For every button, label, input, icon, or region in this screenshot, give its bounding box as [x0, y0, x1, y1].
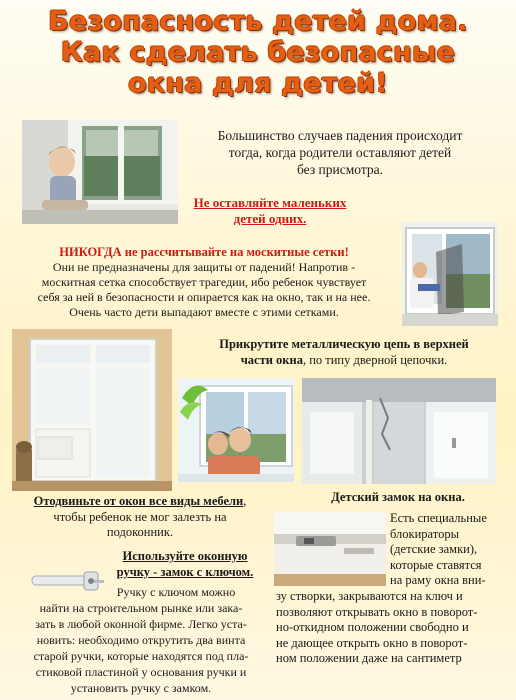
child-lock-full-line-2: позволяют открывать окно в поворот- — [276, 604, 478, 619]
handle-text — [8, 584, 274, 696]
child-lock-right-line-5: на раму окна вни- — [390, 573, 486, 587]
child-lock-right-line-1: Есть специальные — [390, 511, 487, 525]
child-lock-right-line-4: которые ставятся — [390, 557, 482, 572]
furniture-line-2: чтобы ребенок не мог залезть на — [53, 509, 227, 524]
furniture-line-3: подоконник. — [106, 525, 174, 539]
warning-line-1: Не оставляйте маленьких — [193, 195, 347, 210]
mosquito-net-photo — [402, 222, 498, 326]
handle-line-4: новить: необходимо открутить два винта — [36, 633, 246, 647]
chain-line-2-bold: части окна — [240, 353, 303, 367]
warning-line-2: детей одних. — [233, 211, 307, 226]
intro-line-1: Большинство случаев падения происходит — [217, 128, 463, 143]
child-at-window-photo — [22, 120, 178, 224]
furniture-text — [10, 494, 270, 541]
child-lock-full-line-4: не дающее открыть окно в поворот- — [276, 635, 468, 650]
child-lock-caption: Детский замок на окна. — [331, 490, 465, 504]
family-photo — [178, 378, 294, 482]
balcony-door-photo — [12, 329, 172, 491]
mosquito-section — [4, 244, 404, 320]
handle-line-2: найти на строительном рынке или зака- — [39, 601, 243, 615]
furniture-line-1-rest: , — [243, 494, 247, 508]
window-interior-photo — [302, 378, 496, 484]
mosquito-line-1: Они не предназначены для защиты от падений! Напротив - — [52, 260, 356, 274]
chain-line-1: Прикрутите металлическую цепь в верхней — [219, 337, 469, 351]
intro-line-3: без присмотра. — [296, 162, 384, 177]
furniture-line-1-bold: Отодвиньте от окон все виды мебели — [33, 494, 244, 508]
handle-line-5: старой ручки, которые находятся под пла- — [33, 649, 249, 663]
handle-heading-line-1: Используйте оконную — [122, 549, 248, 563]
child-lock-full-line-1: зу створки, закрываются на ключ и — [276, 589, 463, 603]
window-lock-photo — [274, 512, 386, 586]
mosquito-line-3: себя за ней в безопасности и опирается как на окно, так и на нее. — [37, 290, 371, 304]
page-title — [0, 6, 516, 99]
child-lock-text-right — [390, 511, 512, 589]
title-line-1: Безопасность детей дома. — [48, 6, 468, 37]
intro-text — [180, 127, 500, 178]
handle-heading-line-2: ручку - замок с ключом. — [116, 565, 254, 579]
title-line-2: Как сделать безопасные — [60, 37, 456, 68]
child-lock-right-line-3: (детские замки), — [390, 542, 478, 556]
child-lock-text-full — [276, 589, 512, 667]
handle-line-3: зать в любой оконной фирме. Легко уста- — [35, 617, 247, 631]
handle-heading — [100, 548, 270, 580]
mosquito-line-2: москитная сетка способствует трагедии, ибо ребенок чувствует — [41, 275, 367, 289]
title-line-3: окна для детей! — [128, 68, 388, 99]
handle-line-7: установить ручку с замком. — [70, 681, 212, 695]
chain-line-2-rest: , по типу дверной цепочки. — [302, 353, 448, 367]
handle-line-6: стиковой пластиной у основания ручки и — [35, 665, 247, 679]
handle-line-1: Ручку с ключом можно — [116, 585, 236, 599]
warning-text — [186, 195, 354, 227]
child-lock-full-line-5: ном положении даже на сантиметр — [276, 651, 462, 665]
mosquito-line-4: Очень часто дети выпадают вместе с этими сетками. — [69, 305, 339, 319]
chain-text — [184, 336, 504, 368]
mosquito-heading: НИКОГДА не рассчитывайте на москитные сетки! — [59, 245, 349, 259]
intro-line-2: тогда, когда родители оставляют детей — [228, 145, 452, 160]
child-lock-full-line-3: но-откидном положении свободно и — [276, 620, 469, 634]
child-lock-right-line-2: блокираторы — [390, 526, 459, 541]
